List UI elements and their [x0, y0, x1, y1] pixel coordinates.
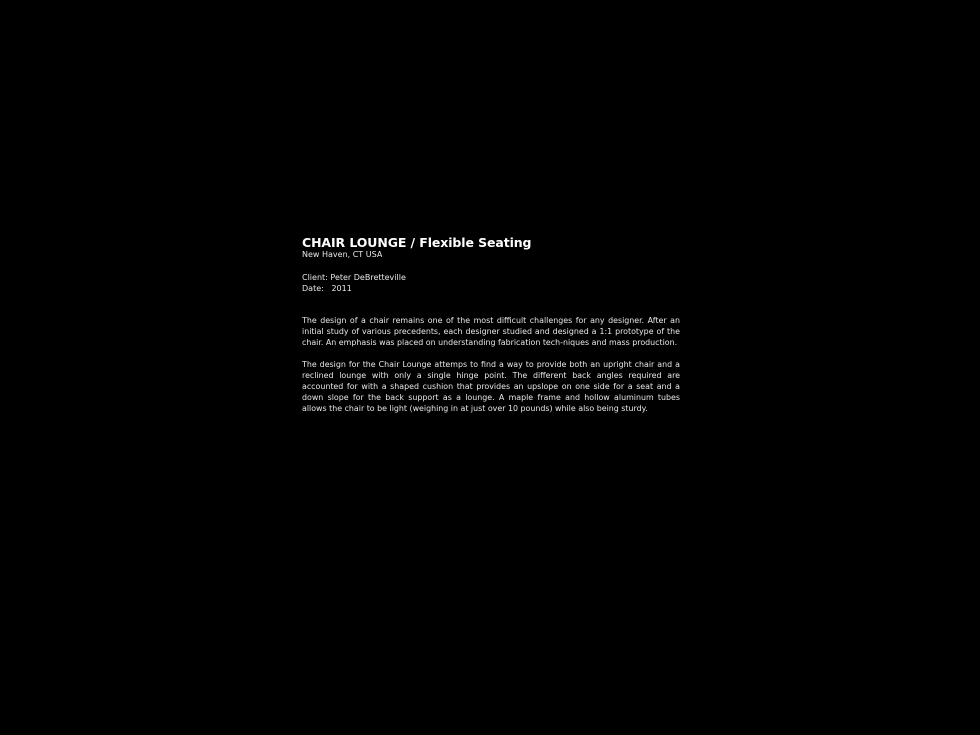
- description-paragraph-2: The design for the Chair Lounge attemps to find a way to provide both an upright chair and a reclined lounge with only a single hinge point. The different back angles required are accounted for with a shaped cushion that provides an upslope on one side for a seat and a down slope for the back support as a lounge. A maple frame and hollow aluminum tubes allows the chair to be light (weighing in at just over 10 pounds) while also being sturdy.: [302, 360, 680, 413]
- project-title: CHAIR LOUNGE / Flexible Seating: [302, 235, 532, 250]
- client-line: [302, 272, 680, 283]
- date-line: [302, 283, 680, 294]
- client-label: Client:: [302, 273, 328, 282]
- date-value: 2011: [331, 284, 352, 293]
- description-paragraph-1: The design of a chair remains one of the most difficult challenges for any designer. After an initial study of various precedents, each designer studied and designed a 1:1 prototype of the chair. An emphasis was placed on understanding fabrication tech-niques and mass production.: [302, 316, 680, 347]
- project-description-block: [302, 235, 680, 414]
- client-value: Peter DeBretteville: [330, 273, 406, 282]
- date-label: Date:: [302, 284, 324, 293]
- project-location: New Haven, CT USA: [302, 250, 383, 259]
- project-meta: [302, 272, 680, 294]
